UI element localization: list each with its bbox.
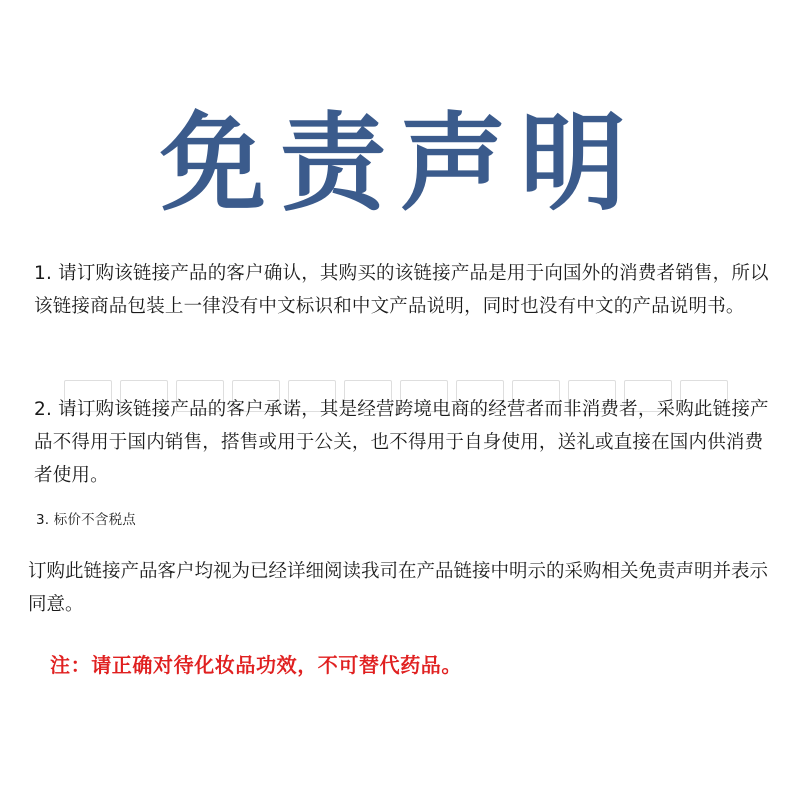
disclaimer-clause-3: 3. 标价不含税点: [36, 512, 136, 528]
disclaimer-clause-1: 1. 请订购该链接产品的客户确认，其购买的该链接产品是用于向国外的消费者销售，所以该链接商品包装上一律没有中文标识和中文产品说明，同时也没有中文的产品说明书。: [34, 263, 769, 317]
page-title: 免责声明: [160, 102, 640, 225]
disclaimer-clause-2: 2. 请订购该链接产品的客户承诺，其是经营跨境电商的经营者而非消费者，采购此链接产品不得用于国内销售，搭售或用于公关，也不得用于自身使用，送礼或直接在国内供消费者使用。: [34, 399, 769, 486]
agreement-statement: 订购此链接产品客户均视为已经详细阅读我司在产品链接中明示的采购相关免责声明并表示同意。: [28, 561, 769, 615]
cosmetics-note: 注：请正确对待化妆品功效，不可替代药品。: [50, 653, 462, 677]
